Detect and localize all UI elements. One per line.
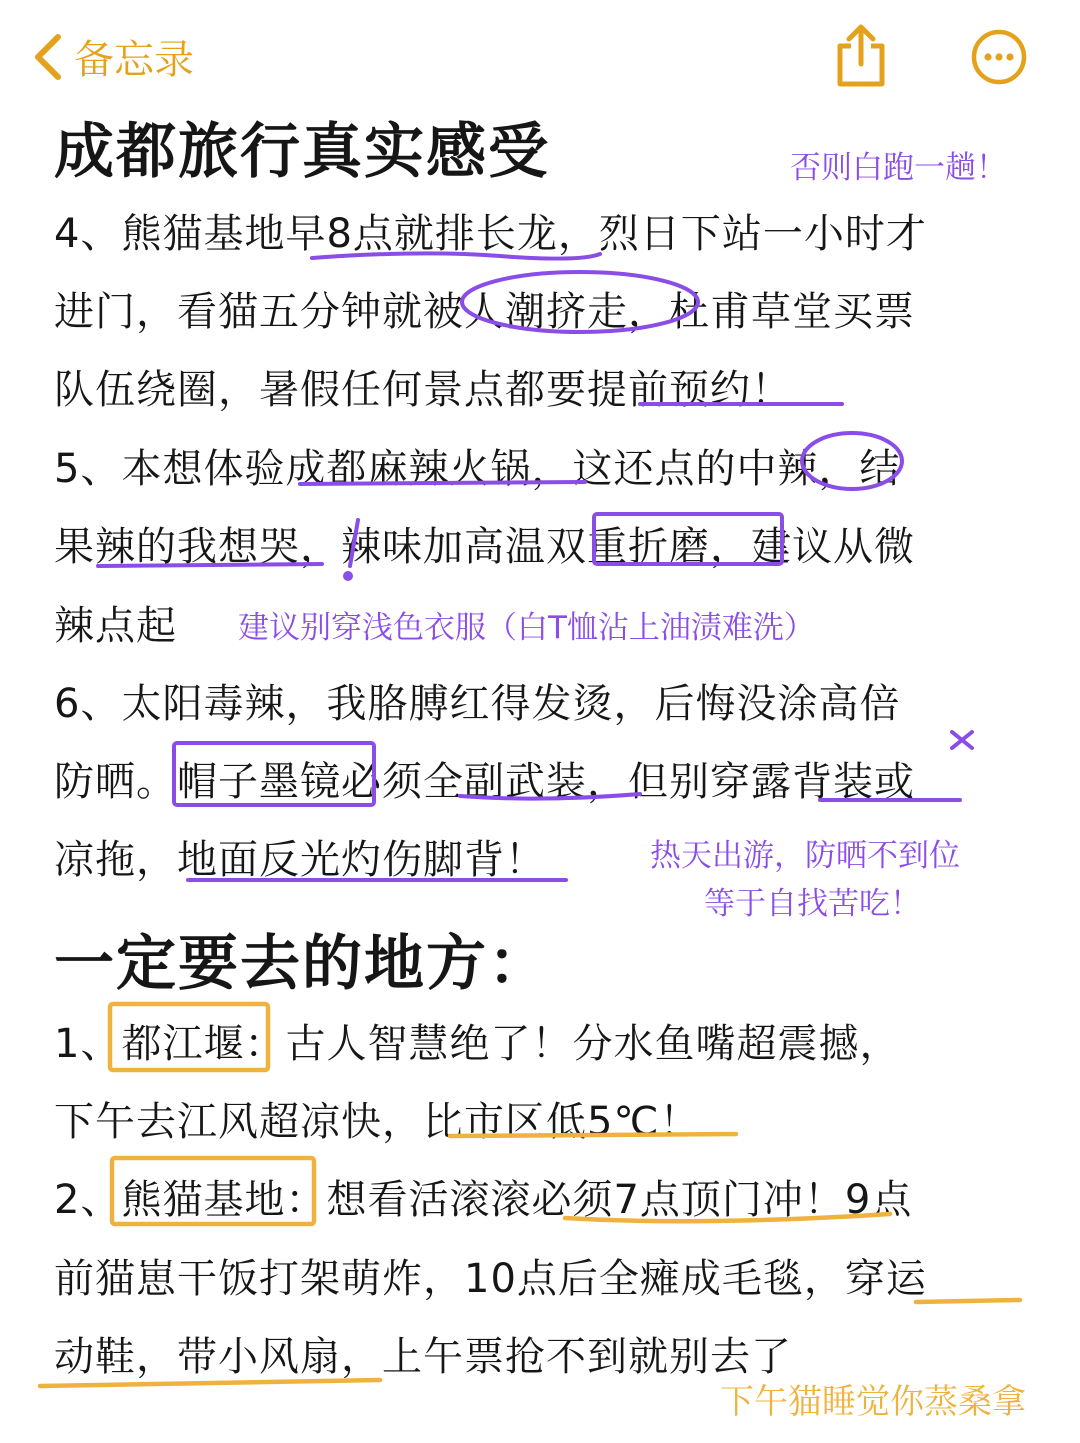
note-line: 进门，看猫五分钟就被人潮挤走，杜甫草堂买票	[54, 289, 915, 335]
note-line: 下午去江风超凉快，比市区低5℃！	[54, 1099, 701, 1145]
nav-bar	[0, 0, 1080, 110]
share-icon[interactable]	[832, 22, 890, 88]
annotation-sunscreen-1: 热天出游，防晒不到位	[650, 838, 960, 874]
note-line: 5、本想体验成都麻辣火锅，这还点的中辣，结	[54, 446, 901, 492]
note-line: 2、熊猫基地：想看活滚滚必须7点顶门冲！9点	[54, 1177, 913, 1223]
note-line: 4、熊猫基地早8点就排长龙，烈日下站一小时才	[54, 211, 927, 257]
annotation-warning: 否则白跑一趟！	[790, 150, 1007, 186]
note-line: 果辣的我想哭，辣味加高温双重折磨，建议从微	[54, 524, 915, 570]
signature: 下午猫睡觉你蒸桑拿	[720, 1382, 1026, 1422]
note-line: 1、都江堰：古人智慧绝了！分水鱼嘴超震撼，	[54, 1021, 901, 1067]
note-line: 动鞋，带小风扇，上午票抢不到就别去了	[54, 1334, 792, 1380]
note-line: 辣点起	[54, 603, 177, 649]
note-title: 成都旅行真实感受	[54, 117, 550, 187]
underline-mark	[916, 1300, 1020, 1302]
more-icon[interactable]	[970, 28, 1028, 86]
back-button[interactable]	[28, 28, 194, 85]
back-label: 备忘录	[74, 37, 194, 83]
annotation-sunscreen-2: 等于自找苦吃！	[704, 886, 921, 922]
annotation-clothing-tip: 建议别穿浅色衣服（白T恤沾上油渍难洗）	[238, 610, 815, 646]
section-title: 一定要去的地方：	[54, 929, 550, 999]
chevron-left-icon	[28, 31, 68, 83]
note-line: 6、太阳毒辣，我胳膊红得发烫，后悔没涂高倍	[54, 681, 901, 727]
note-line: 防晒。帽子墨镜必须全副武装，但别穿露背装或	[54, 759, 915, 805]
cross-mark	[952, 732, 972, 748]
note-line: 前猫崽干饭打架萌炸，10点后全瘫成毛毯，穿运	[54, 1256, 927, 1302]
note-line: 凉拖，地面反光灼伤脚背！	[54, 837, 546, 883]
note-line: 队伍绕圈，暑假任何景点都要提前预约！	[54, 367, 792, 413]
